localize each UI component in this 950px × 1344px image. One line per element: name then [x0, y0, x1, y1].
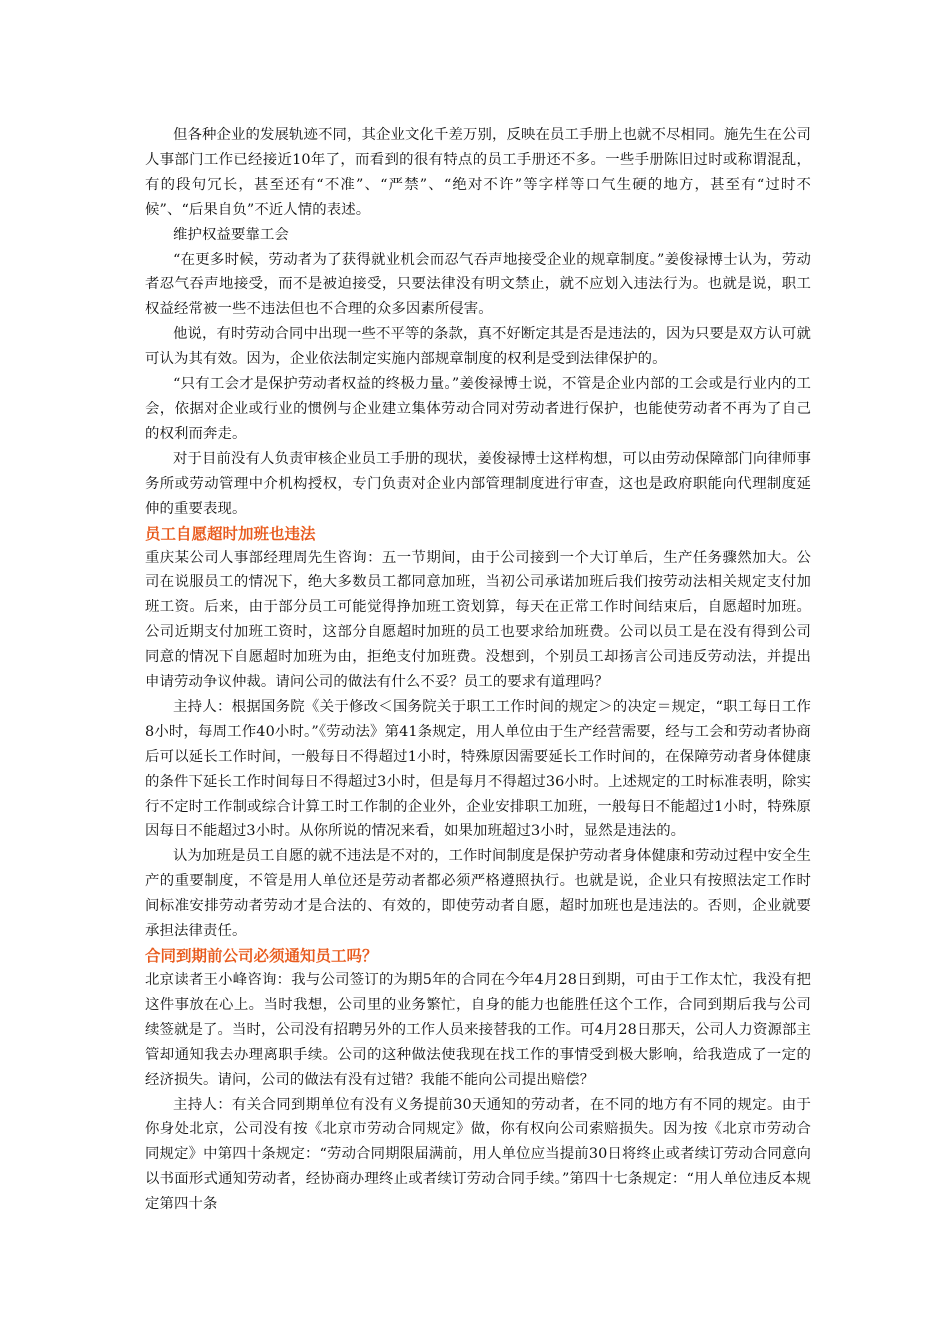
paragraph-unequal-clauses: 他说，有时劳动合同中出现一些不平等的条款，真不好断定其是否是违法的，因为只要是双方认可就可认为其有效。因为，企业依法制定实施内部规章制度的权利是受到法律保护的。 [145, 326, 811, 368]
paragraph-review-proposal: 对于目前没有人负责审核企业员工手册的现状，姜俊禄博士这样构想，可以由劳动保障部门向律师事务所或劳动管理中介机构授权，专门负责对企业内部管理制度进行审查，这也是政府职能向代理制度延伸的重要表现。 [145, 450, 811, 517]
paragraph-union-power: “只有工会才是保护劳动者权益的终极力量。”姜俊禄博士说，不管是企业内部的工会或是行业内的工会，依据对企业或行业的惯例与企业建立集体劳动合同对劳动者进行保护，也能使劳动者不再为了自己的权利而奔走。 [145, 376, 811, 442]
answer-contract-notice: 主持人：有关合同到期单位有没有义务提前30天通知的劳动者，在不同的地方有不同的规定。由于你身处北京，公司没有按《北京市劳动合同规定》做，你有权向公司索赔损失。因为按《北京市劳动合同规定》中第四十条规定：“劳动合同期限届满前，用人单位应当提前30日将终止或者续订劳动合同意向以书面形式通知劳动者，经协商办理终止或者续订劳动合同手续。”第四十七条规定：“用人单位违反本规定第四十条 [145, 1096, 811, 1213]
answer-overtime-voluntary: 认为加班是员工自愿的就不违法是不对的，工作时间制度是保护劳动者身体健康和劳动过程中安全生产的重要制度，不管是用人单位还是劳动者都必须严格遵照执行。也就是说，企业只有按照法定工作时间标准安排劳动者劳动才是合法的、有效的，即使劳动者自愿，超时加班也是违法的。否则，企业就要承担法律责任。 [145, 848, 811, 940]
section-subtitle-union: 维护权益要靠工会 [173, 226, 289, 243]
answer-overtime-law: 主持人：根据国务院《关于修改＜国务院关于职工工作时间的规定＞的决定＝规定，“职工每日工作8小时，每周工作40小时。”《劳动法》第41条规定，用人单位由于生产经营需要，经与工会和劳动者协商后可以延长工作时间，一般每日不得超过1小时，特殊原因需要延长工作时间的，在保障劳动者身体健康的条件下延长工作时间每日不得超过3小时，但是每月不得超过36小时。上述规定的工时标准表明，除实行不定时工作制或综合计算工时工作制的企业外，企业安排职工加班，一般每日不能超过1小时，特殊原因每日不能超过3小时。从你所说的情况来看，如果加班超过3小时，显然是违法的。 [145, 698, 811, 840]
question-contract-notice: 北京读者王小峰咨询：我与公司签订的为期5年的合同在今年4月28日到期，可由于工作太忙，我没有把这件事放在心上。当时我想，公司里的业务繁忙，自身的能力也能胜任这个工作，合同到期后我与公司续签就是了。当时，公司没有招聘另外的工作人员来接替我的工作。可4月28日那天，公司人力资源部主管却通知我去办理离职手续。公司的这种做法使我现在找工作的事情受到极大影响，给我造成了一定的经济损失。请问，公司的做法有没有过错？我能不能向公司提出赔偿？ [145, 972, 811, 1088]
paragraph-quote-jiang: “在更多时候，劳动者为了获得就业机会而忍气吞声地接受企业的规章制度。”姜俊禄博士认为，劳动者忍气吞声地接受，而不是被迫接受，只要法律没有明文禁止，就不应划入违法行为。也就是说，职工权益经常被一些不违法但也不合理的众多因素所侵害。 [145, 251, 811, 318]
document-page [145, 123, 811, 1217]
paragraph-employee-handbook: 但各种企业的发展轨迹不同，其企业文化千差万别，反映在员工手册上也就不尽相同。施先生在公司人事部门工作已经接近10年了，而看到的很有特点的员工手册还不多。一些手册陈旧过时或称谓混乱，有的段句冗长，甚至还有“不准”、“严禁”、“绝对不许”等字样等口气生硬的地方，甚至有“过时不候”、“后果自负”不近人情的表述。 [145, 127, 811, 218]
question-overtime: 重庆某公司人事部经理周先生咨询：五一节期间，由于公司接到一个大订单后，生产任务骤然加大。公司在说服员工的情况下，绝大多数员工都同意加班，当初公司承诺加班后我们按劳动法相关规定支付加班工资。后来，由于部分员工可能觉得挣加班工资划算，每天在正常工作时间结束后，自愿超时加班。公司近期支付加班工资时，这部分自愿超时加班的员工也要求给加班费。公司以员工是在没有得到公司同意的情况下自愿超时加班为由，拒绝支付加班费。没想到，个别员工却扬言公司违反劳动法，并提出申请劳动争议仲裁。请问公司的做法有什么不妥？员工的要求有道理吗？ [145, 549, 811, 691]
heading-contract-notice: 合同到期前公司必须通知员工吗？ [145, 947, 378, 965]
heading-overtime: 员工自愿超时加班也违法 [145, 524, 316, 543]
